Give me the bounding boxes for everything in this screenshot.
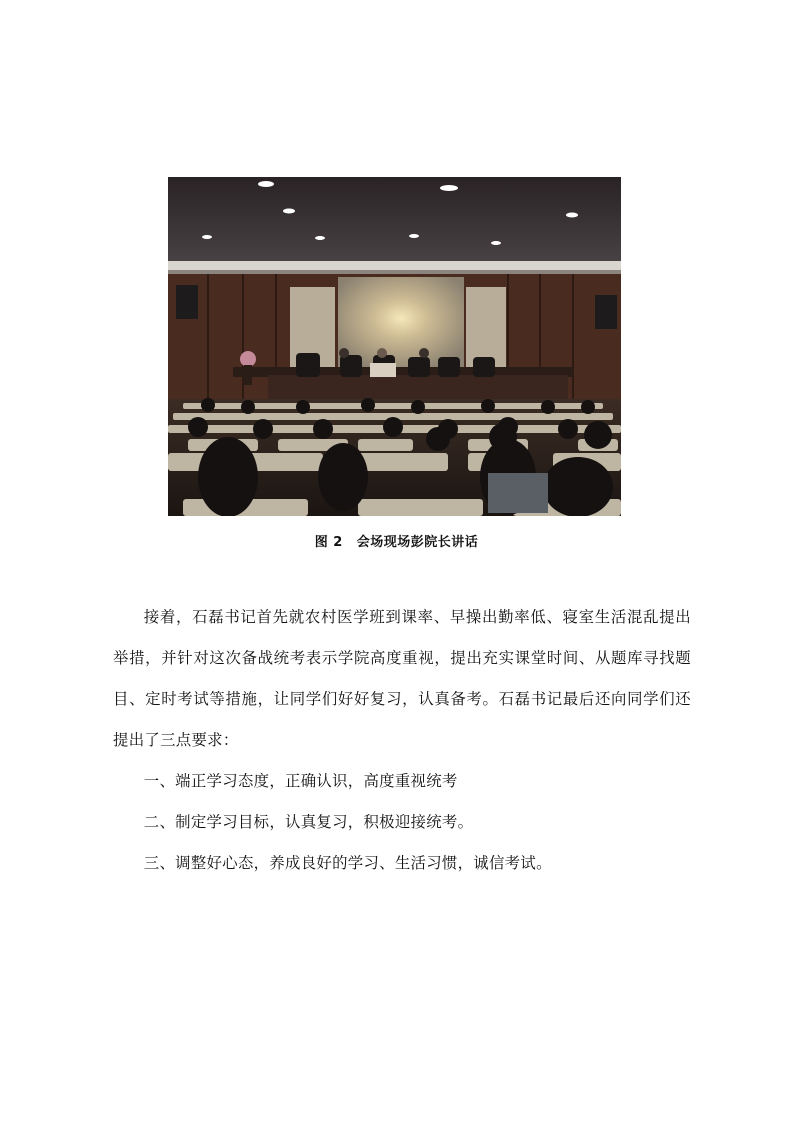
- figure-number: 图 2: [314, 535, 343, 550]
- meeting-photo: [168, 177, 621, 516]
- figure-caption: [0, 531, 793, 550]
- requirement-item: 三、调整好心态，养成良好的学习、生活习惯，诚信考试。: [143, 854, 552, 872]
- paragraph: 接着，石磊书记首先就农村医学班到课率、早操出勤率低、寝室生活混乱提出举措，并针对这次备战统考表示学院高度重视，提出充实课堂时间、从题库寻找题目、定时考试等措施，让同学们好好复习，认真备考。石磊书记最后还向同学们还提出了三点要求：: [113, 608, 691, 749]
- figure-caption-text: 会场现场彭院长讲话: [356, 535, 479, 550]
- requirement-item: 二、制定学习目标，认真复习，积极迎接统考。: [143, 813, 474, 831]
- requirement-item: 一、端正学习态度，正确认识，高度重视统考: [143, 772, 458, 790]
- article-body: [113, 597, 691, 884]
